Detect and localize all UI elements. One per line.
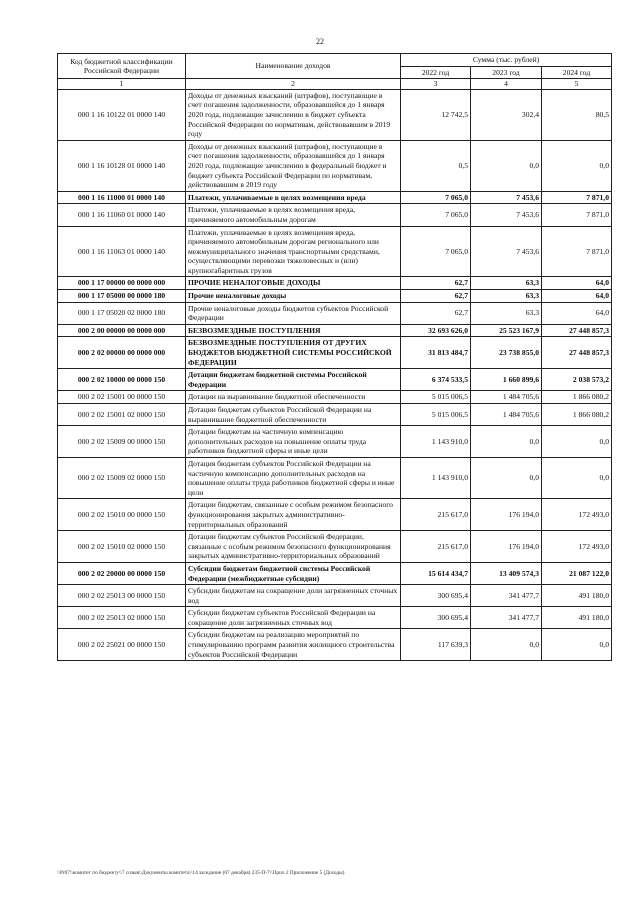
row-name: Прочие неналоговые доходы бюджетов субъектов Российской Федерации [186,302,401,324]
table-row [58,531,612,563]
row-value-2022: 215 617,0 [401,531,471,563]
row-value-2022: 5 015 006,5 [401,391,471,404]
row-value-2023: 63,3 [471,277,542,290]
column-number: 3 [401,79,471,90]
row-value-2022: 62,7 [401,302,471,324]
row-name: Платежи, уплачиваемые в целях возмещения вреда, причиняемого автомобильным дорогам регионального или межмуниципального значения транспортными средствами, осуществляющими перевозки тяжеловесных и (или) крупногабаритных грузов [186,226,401,277]
table-row [58,404,612,426]
row-value-2024: 64,0 [542,302,612,324]
table-row [58,191,612,204]
header-year-2023: 2023 год [471,66,542,79]
row-value-2022: 215 617,0 [401,499,471,531]
table-row [58,629,612,661]
column-number: 2 [186,79,401,90]
row-code: 000 1 16 11063 01 0000 140 [58,226,186,277]
row-name: Дотации бюджетам бюджетной системы Российской Федерации [186,369,401,391]
table-row [58,607,612,629]
row-code: 000 2 02 15010 02 0000 150 [58,531,186,563]
row-name: Субсидии бюджетам на сокращение доли загрязненных сточных вод [186,585,401,607]
row-value-2023: 63,3 [471,302,542,324]
row-code: 000 1 16 11060 01 0000 140 [58,204,186,226]
column-number: 5 [542,79,612,90]
row-value-2023: 0,0 [471,629,542,661]
row-code: 000 1 16 10128 01 0000 140 [58,140,186,191]
row-value-2022: 12 742,5 [401,89,471,140]
row-value-2024: 7 871,0 [542,204,612,226]
row-value-2023: 25 523 167,9 [471,324,542,337]
page-number: 22 [316,37,324,46]
table-row [58,337,612,369]
row-value-2023: 0,0 [471,426,542,458]
row-name: ПРОЧИЕ НЕНАЛОГОВЫЕ ДОХОДЫ [186,277,401,290]
table-row [58,277,612,290]
row-value-2024: 172 493,0 [542,499,612,531]
row-value-2022: 117 639,3 [401,629,471,661]
row-name: Дотация бюджетам субъектов Российской Федерации на частичную компенсацию дополнительных расходов на повышение оплаты труда работников бюджетной сферы и иные цели [186,457,401,498]
table-row [58,562,612,584]
row-code: 000 2 02 15001 02 0000 150 [58,404,186,426]
row-value-2022: 32 693 626,0 [401,324,471,337]
column-number-row [58,79,612,90]
row-name: Дотации на выравнивание бюджетной обеспеченности [186,391,401,404]
row-value-2023: 1 484 705,6 [471,404,542,426]
row-name: Доходы от денежных взысканий (штрафов), поступающие в счет погашения задолженности, образовавшейся до 1 января 2020 года, подлежащие зачислению в федеральный бюджет и бюджет субъекта Российской Федерации по нормативам, действовавшим в 2019 году [186,140,401,191]
row-value-2022: 300 695,4 [401,585,471,607]
table-row [58,140,612,191]
row-code: 000 1 17 05020 02 0000 180 [58,302,186,324]
row-value-2023: 341 477,7 [471,585,542,607]
row-code: 000 2 02 10000 00 0000 150 [58,369,186,391]
row-code: 000 2 02 00000 00 0000 000 [58,337,186,369]
row-value-2023: 0,0 [471,457,542,498]
row-value-2022: 31 813 484,7 [401,337,471,369]
row-name: Платежи, уплачиваемые в целях возмещения вреда, причиняемого автомобильным дорогам [186,204,401,226]
row-name: Платежи, уплачиваемые в целях возмещения вреда [186,191,401,204]
table-row [58,585,612,607]
table-body [58,89,612,660]
row-code: 000 2 00 00000 00 0000 000 [58,324,186,337]
row-value-2022: 1 143 910,0 [401,426,471,458]
row-code: 000 2 02 25013 02 0000 150 [58,607,186,629]
row-value-2024: 0,0 [542,457,612,498]
row-value-2024: 1 866 080,2 [542,391,612,404]
row-value-2023: 7 453,6 [471,226,542,277]
row-name: Доходы от денежных взысканий (штрафов), поступающие в счет погашения задолженности, образовавшейся до 1 января 2020 года, подлежащие зачислению в бюджет субъекта Российской Федерации по нормативам, действовавшим в 2019 году [186,89,401,140]
row-value-2023: 176 194,0 [471,531,542,563]
row-value-2023: 63,3 [471,290,542,303]
row-value-2022: 7 065,0 [401,226,471,277]
header-code: Код бюджетной классификации Российской Федерации [58,54,186,79]
row-value-2024: 1 866 080,2 [542,404,612,426]
header-year-2022: 2022 год [401,66,471,79]
table-row [58,369,612,391]
row-value-2024: 0,0 [542,140,612,191]
row-name: БЕЗВОЗМЕЗДНЫЕ ПОСТУПЛЕНИЯ [186,324,401,337]
row-value-2022: 7 065,0 [401,204,471,226]
row-code: 000 1 16 10122 01 0000 140 [58,89,186,140]
row-name: Дотации бюджетам, связанные с особым режимом безопасного функционирования закрытых административно-территориальных образований [186,499,401,531]
header-year-2024: 2024 год [542,66,612,79]
table-row [58,290,612,303]
row-value-2022: 62,7 [401,290,471,303]
row-value-2022: 1 143 910,0 [401,457,471,498]
table-row [58,324,612,337]
row-name: БЕЗВОЗМЕЗДНЫЕ ПОСТУПЛЕНИЯ ОТ ДРУГИХ БЮДЖЕТОВ БЮДЖЕТНОЙ СИСТЕМЫ РОССИЙСКОЙ ФЕДЕРАЦИИ [186,337,401,369]
row-value-2024: 80,5 [542,89,612,140]
table-row [58,89,612,140]
row-value-2023: 13 409 574,3 [471,562,542,584]
row-value-2022: 5 015 006,5 [401,404,471,426]
row-value-2024: 0,0 [542,629,612,661]
row-value-2023: 7 453,6 [471,191,542,204]
column-number: 1 [58,79,186,90]
row-value-2022: 7 065,0 [401,191,471,204]
row-value-2024: 64,0 [542,277,612,290]
row-name: Субсидии бюджетам субъектов Российской Федерации на сокращение доли загрязненных сточных вод [186,607,401,629]
row-value-2022: 62,7 [401,277,471,290]
row-code: 000 1 17 05000 00 0000 180 [58,290,186,303]
row-value-2024: 7 871,0 [542,226,612,277]
row-value-2024: 7 871,0 [542,191,612,204]
row-value-2024: 2 038 573,2 [542,369,612,391]
row-value-2024: 64,0 [542,290,612,303]
row-code: 000 1 16 11000 01 0000 140 [58,191,186,204]
row-value-2024: 491 180,0 [542,607,612,629]
table-row [58,226,612,277]
row-value-2022: 0,5 [401,140,471,191]
row-name: Прочие неналоговые доходы [186,290,401,303]
row-value-2023: 341 477,7 [471,607,542,629]
row-code: 000 2 02 20000 00 0000 150 [58,562,186,584]
row-value-2024: 27 448 857,3 [542,337,612,369]
row-value-2023: 1 484 705,6 [471,391,542,404]
row-name: Дотации бюджетам субъектов Российской Федерации, связанные с особым режимом безопасного функционирования закрытых административно-территориальных образований [186,531,401,563]
row-code: 000 2 02 25013 00 0000 150 [58,585,186,607]
row-code: 000 2 02 15009 00 0000 150 [58,426,186,458]
row-value-2023: 7 453,6 [471,204,542,226]
row-value-2024: 0,0 [542,426,612,458]
row-code: 000 2 02 25021 00 0000 150 [58,629,186,661]
table-row [58,426,612,458]
row-value-2023: 302,4 [471,89,542,140]
row-value-2023: 0,0 [471,140,542,191]
row-value-2022: 300 695,4 [401,607,471,629]
row-code: 000 1 17 00000 00 0000 000 [58,277,186,290]
row-value-2023: 176 194,0 [471,499,542,531]
row-value-2024: 27 448 857,3 [542,324,612,337]
row-value-2023: 1 660 899,6 [471,369,542,391]
table-row [58,204,612,226]
table-row [58,391,612,404]
row-code: 000 2 02 15010 00 0000 150 [58,499,186,531]
row-name: Дотации бюджетам субъектов Российской Федерации на выравнивание бюджетной обеспеченности [186,404,401,426]
row-name: Субсидии бюджетам на реализацию мероприятий по стимулированию программ развития жилищного строительства субъектов Российской Федерации [186,629,401,661]
row-value-2024: 491 180,0 [542,585,612,607]
row-value-2024: 21 087 122,0 [542,562,612,584]
column-number: 4 [471,79,542,90]
row-value-2024: 172 493,0 [542,531,612,563]
revenue-table [57,53,612,661]
header-sum: Сумма (тыс. рублей) [401,54,612,67]
row-code: 000 2 02 15001 00 0000 150 [58,391,186,404]
row-value-2022: 15 614 434,7 [401,562,471,584]
row-value-2023: 23 738 855,0 [471,337,542,369]
row-code: 000 2 02 15009 02 0000 150 [58,457,186,498]
header-name: Наименование доходов [186,54,401,79]
table-row [58,499,612,531]
table-row [58,457,612,498]
row-name: Дотации бюджетам на частичную компенсацию дополнительных расходов на повышение оплаты труда работников бюджетной сферы и иные цели [186,426,401,458]
table-row [58,302,612,324]
file-path-footer: \\Pr07\\комитет по бюджету\\7 созыв\\Документы комитета\\14 заседание (07 декабря) 235-П-7\\Прил 2 Приложение 5 (Доходы) [57,870,345,876]
row-value-2022: 6 374 533,5 [401,369,471,391]
row-name: Субсидии бюджетам бюджетной системы Российской Федерации (межбюджетные субсидии) [186,562,401,584]
